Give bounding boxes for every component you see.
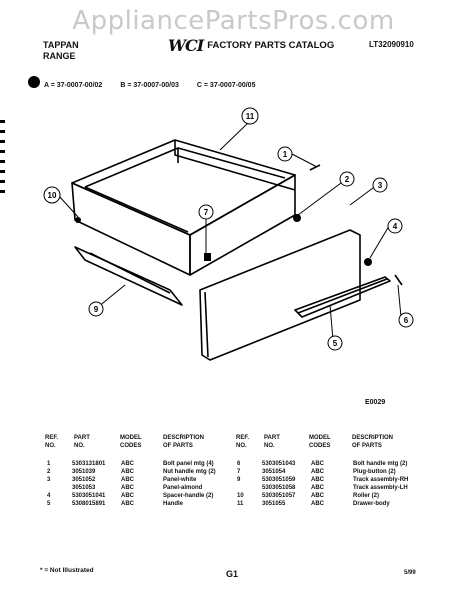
- parts-row-part-number: 5303051043: [262, 461, 296, 467]
- parts-row-description: Track assembly-LH: [353, 485, 408, 491]
- drawer-exploded-diagram: [30, 95, 440, 425]
- hdr-ref-left: REF. NO.: [45, 435, 59, 449]
- parts-row-ref: 1: [47, 461, 51, 467]
- svg-text:3: 3: [377, 181, 383, 190]
- parts-row-model-code: ABC: [311, 469, 324, 475]
- parts-row-description: Roller (2): [353, 493, 380, 499]
- parts-row-description: Handle: [163, 501, 184, 507]
- parts-row-ref: 9: [237, 477, 241, 483]
- revision-date: 5/99: [404, 570, 416, 576]
- catalog-title-text: FACTORY PARTS CATALOG: [207, 40, 335, 51]
- parts-row-description: Panel-white: [163, 477, 197, 483]
- parts-row-part-number: 5303051058: [262, 485, 296, 491]
- nut-part: [293, 214, 301, 222]
- parts-row-part-number: 5303051041: [72, 493, 106, 499]
- parts-row-part-number: 5303051057: [262, 493, 296, 499]
- page-number: G1: [226, 569, 239, 579]
- parts-row-ref: 4: [47, 493, 51, 499]
- svg-text:7: 7: [203, 208, 209, 217]
- parts-row-part-number: 3051055: [262, 501, 286, 507]
- svg-text:10: 10: [47, 191, 57, 200]
- callout-3: [373, 178, 387, 192]
- parts-row-part-number: 3051039: [72, 469, 96, 475]
- svg-text:1: 1: [282, 150, 288, 159]
- parts-row-description: Spacer-handle (2): [163, 493, 214, 499]
- hdr-desc-right: DESCRIPTION OF PARTS: [352, 435, 394, 449]
- svg-text:9: 9: [93, 305, 99, 314]
- parts-row-model-code: ABC: [121, 485, 134, 491]
- drawer-top-outline: [72, 140, 295, 235]
- svg-text:6: 6: [403, 316, 409, 325]
- parts-row-description: Track assembly-RH: [353, 477, 409, 483]
- binding-marks: [0, 120, 6, 200]
- model-c: C = 37-0007-00/05: [196, 82, 256, 89]
- parts-row-ref: 5: [47, 501, 51, 507]
- parts-row-description: Plug-button (2): [353, 469, 396, 475]
- parts-row-description: Nut handle mtg (2): [163, 469, 216, 475]
- callout-6: [399, 313, 413, 327]
- svg-text:2: 2: [344, 175, 350, 184]
- brand-name: TAPPAN: [43, 40, 79, 50]
- parts-row-model-code: ABC: [121, 461, 134, 467]
- parts-row-part-number: 5308015891: [72, 501, 106, 507]
- model-b: B = 37-0007-00/03: [120, 82, 179, 89]
- hdr-ref-right: REF. NO.: [236, 435, 250, 449]
- hdr-part-right: PART NO.: [264, 435, 280, 449]
- parts-row-model-code: ABC: [311, 477, 324, 483]
- callout-4: [388, 219, 402, 233]
- parts-row-part-number: 3051052: [72, 477, 96, 483]
- parts-row-model-code: ABC: [121, 501, 134, 507]
- callout-10: [44, 187, 60, 203]
- document-number: LT32090910: [369, 40, 414, 49]
- figure-id: E0029: [365, 399, 386, 406]
- callout-5: [328, 336, 342, 350]
- brand-block: [43, 40, 79, 62]
- parts-row-part-number: 5303051059: [262, 477, 296, 483]
- callout-7: [199, 205, 213, 219]
- parts-row-part-number: 5303131801: [72, 461, 106, 467]
- catalog-title: [168, 36, 334, 55]
- footnote: * = Not Illustrated: [40, 567, 94, 574]
- parts-row-model-code: ABC: [311, 461, 324, 467]
- hdr-model-right: MODEL CODES: [309, 435, 331, 449]
- model-list: [44, 82, 255, 89]
- parts-row-model-code: ABC: [311, 493, 324, 499]
- parts-row-ref: 6: [237, 461, 241, 467]
- parts-row-part-number: 3051054: [262, 469, 286, 475]
- parts-row-model-code: ABC: [121, 493, 134, 499]
- watermark-text: AppliancePartsPros.com: [72, 6, 395, 36]
- parts-row-ref: 7: [237, 469, 241, 475]
- callout-11: [242, 108, 258, 124]
- parts-row-ref: 11: [237, 501, 244, 507]
- callout-1: [278, 147, 292, 161]
- svg-text:4: 4: [392, 222, 398, 231]
- plug-button-part: [204, 253, 211, 261]
- product-type: RANGE: [43, 51, 76, 61]
- parts-row-model-code: ABC: [121, 477, 134, 483]
- model-a: A = 37-0007-00/02: [44, 82, 103, 89]
- svg-text:5: 5: [332, 339, 338, 348]
- parts-row-ref: 2: [47, 469, 51, 475]
- parts-row-description: Bolt handle mtg (2): [353, 461, 408, 467]
- parts-row-description: Panel-almond: [163, 485, 203, 491]
- parts-row-ref: 3: [47, 477, 51, 483]
- roller-part: [364, 258, 372, 266]
- wci-logo: WCI: [168, 36, 204, 55]
- callout-9: [89, 302, 103, 316]
- hdr-part-left: PART NO.: [74, 435, 90, 449]
- parts-row-model-code: ABC: [121, 469, 134, 475]
- callout-2: [340, 172, 354, 186]
- registration-dot: [28, 76, 40, 88]
- parts-row-description: Bolt panel mtg (4): [163, 461, 214, 467]
- parts-row-part-number: 3051053: [72, 485, 96, 491]
- parts-row-model-code: ABC: [311, 501, 324, 507]
- parts-row-description: Drawer-body: [353, 501, 390, 507]
- hdr-model-left: MODEL CODES: [120, 435, 142, 449]
- parts-row-model-code: ABC: [311, 485, 324, 491]
- svg-text:11: 11: [245, 112, 255, 121]
- hdr-desc-left: DESCRIPTION OF PARTS: [163, 435, 205, 449]
- parts-row-ref: 10: [237, 493, 244, 499]
